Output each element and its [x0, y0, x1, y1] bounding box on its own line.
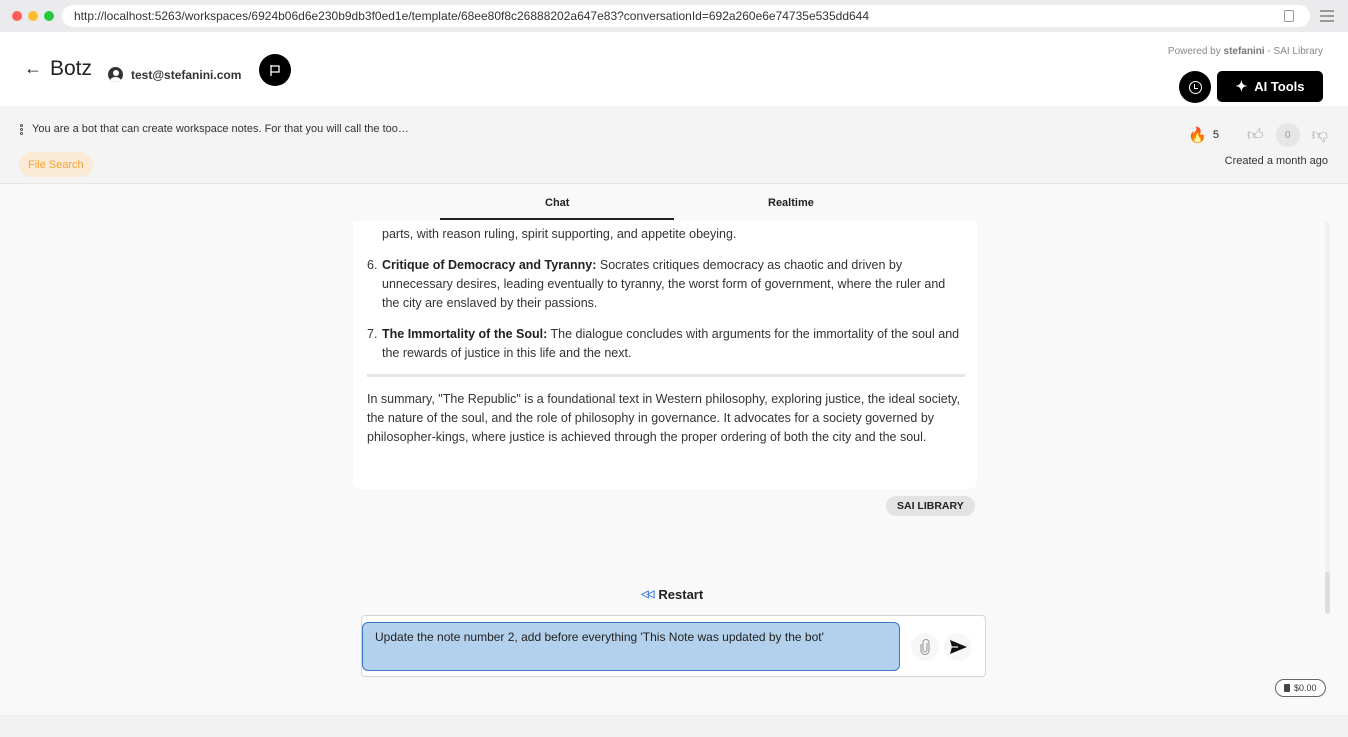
flag-icon: [269, 64, 281, 77]
bot-title: Botz: [50, 57, 93, 80]
sparkle-icon: ✦: [1235, 78, 1248, 94]
history-button[interactable]: [1179, 71, 1211, 103]
list-item-text: Socrates critiques democracy as chaotic and driven by unnecessary desires, leading eventually to tyranny, the worst form of government, where the ruler and the city are enslaved by their passions.: [382, 258, 946, 310]
stefanini-logo: stefanini: [1223, 46, 1265, 57]
rewind-icon: ◁◁: [641, 589, 653, 600]
thumbs-up-icon[interactable]: 👍︎: [1247, 126, 1264, 144]
summary-paragraph: In summary, "The Republic" is a foundational text in Western philosophy, exploring justice, the ideal society, the nature of the soul, and the role of philosophy in governance. It advocates for a society governed by philosopher-kings, where justice is achieved through the proper ordering of both the city and the soul.: [367, 392, 960, 444]
tab-realtime[interactable]: Realtime: [768, 197, 814, 209]
prompt-bar: [0, 106, 1348, 184]
ai-tools-label: AI Tools: [1254, 79, 1305, 94]
powered-by: [1168, 46, 1323, 57]
cost-badge[interactable]: [1275, 679, 1326, 697]
created-date: Created a month ago: [1224, 155, 1328, 167]
browser-menu-icon[interactable]: [1320, 10, 1334, 22]
minimize-window-button[interactable]: [28, 11, 38, 21]
url-text[interactable]: http://localhost:5263/workspaces/6924b06d6e230b9db3f0ed1e/template/68ee80f8c26888202a647e83?conversationId=692a260e6e74735e535dd644: [74, 9, 870, 23]
account-icon: [108, 67, 123, 82]
send-icon: [950, 640, 967, 654]
thumbs-down-icon[interactable]: 👎︎: [1311, 126, 1328, 144]
send-button[interactable]: [944, 633, 972, 661]
message-input[interactable]: [362, 622, 900, 671]
clock-icon: [1189, 81, 1202, 94]
back-arrow-icon[interactable]: ←: [24, 58, 42, 78]
copy-icon[interactable]: [1284, 10, 1294, 22]
cost-value: $0.00: [1294, 683, 1317, 693]
more-vertical-icon[interactable]: [20, 124, 23, 135]
message-composer: [361, 615, 986, 677]
tab-chat[interactable]: Chat: [545, 197, 570, 209]
list-item-text: The dialogue concludes with arguments for the immortality of the soul and the rewards of justice in this life and the next.: [382, 327, 960, 360]
assistant-message: [353, 221, 977, 489]
powered-prefix: Powered by: [1167, 46, 1224, 57]
chat-messages[interactable]: [0, 221, 1348, 581]
scrollbar-track[interactable]: [1325, 222, 1330, 614]
list-item: [367, 256, 962, 313]
calculator-icon: [1284, 684, 1290, 692]
paperclip-icon: [920, 639, 930, 655]
maximize-window-button[interactable]: [44, 11, 54, 21]
like-count: 0: [1276, 123, 1300, 147]
restart-label: Restart: [658, 587, 704, 602]
scrollbar-thumb[interactable]: [1325, 572, 1330, 614]
user-info: [108, 67, 241, 82]
horizontal-rule: [367, 374, 965, 377]
list-item: [367, 325, 962, 363]
file-search-chip[interactable]: File Search: [19, 152, 93, 177]
message-continued-line: parts, with reason ruling, spirit supporting, and appetite obeying.: [382, 227, 737, 241]
fire-icon: 🔥: [1188, 127, 1207, 144]
list-item-title: The Immortality of the Soul:: [382, 327, 548, 341]
system-prompt-text: You are a bot that can create workspace notes. For that you will call the too…: [32, 123, 409, 135]
address-bar[interactable]: [62, 5, 1310, 27]
ai-tools-button[interactable]: [1217, 71, 1323, 102]
close-window-button[interactable]: [12, 11, 22, 21]
usage-count: 5: [1212, 129, 1220, 141]
footer: [0, 715, 1348, 737]
browser-toolbar: [0, 0, 1348, 32]
flag-button[interactable]: [259, 54, 291, 86]
attach-button[interactable]: [911, 633, 939, 661]
powered-suffix: - SAI Library: [1264, 46, 1323, 57]
source-badge[interactable]: SAI LIBRARY: [886, 496, 975, 516]
list-item-title: Critique of Democracy and Tyranny:: [382, 258, 597, 272]
app-header: [0, 32, 1348, 106]
active-tab-indicator: [440, 218, 674, 220]
user-email: test@stefanini.com: [131, 67, 242, 82]
mode-tabs: [353, 185, 977, 221]
bot-metrics: [1188, 123, 1328, 147]
system-prompt[interactable]: [20, 123, 409, 135]
list-number: 6.: [367, 258, 378, 272]
restart-button[interactable]: [641, 587, 703, 602]
window-controls: [12, 11, 54, 21]
list-number: 7.: [367, 327, 378, 341]
